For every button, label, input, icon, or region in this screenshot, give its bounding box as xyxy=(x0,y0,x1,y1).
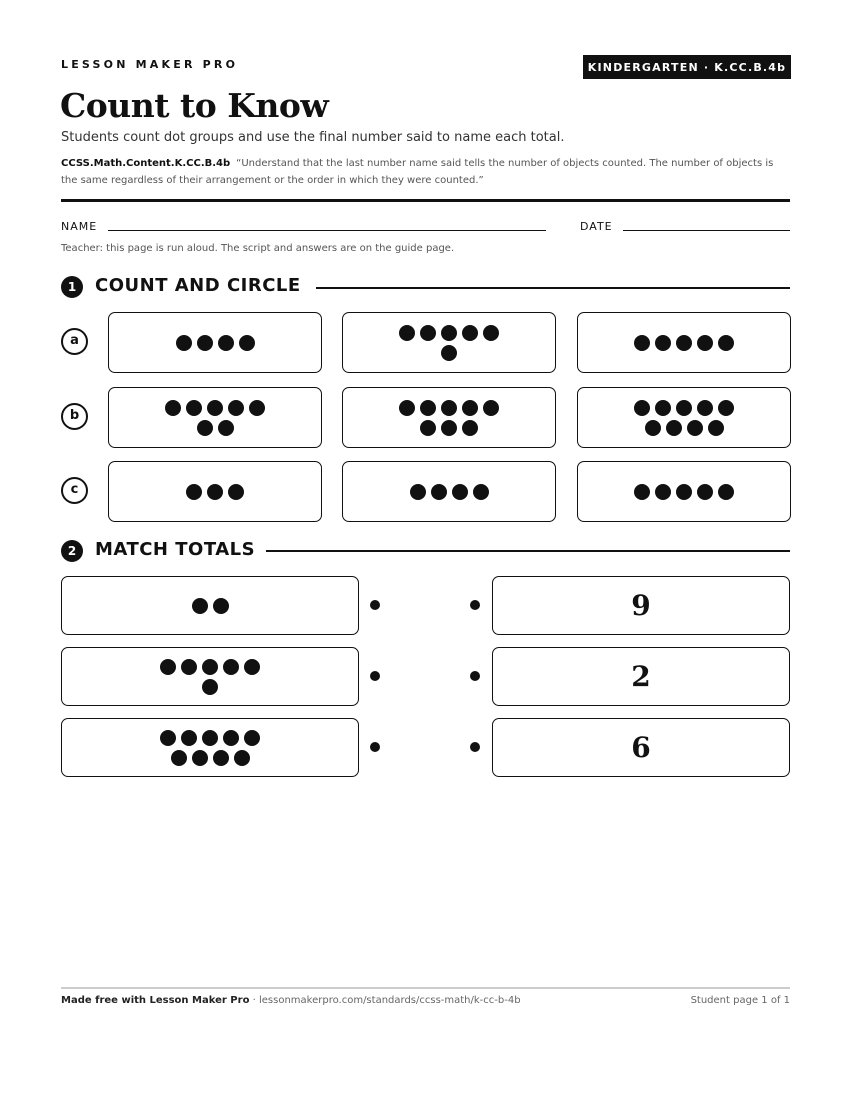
count-dot xyxy=(718,400,734,416)
count-dot xyxy=(213,750,229,766)
dot-group-box[interactable] xyxy=(108,461,322,522)
count-dot xyxy=(697,484,713,500)
dot-row xyxy=(441,345,457,361)
count-dot xyxy=(239,335,255,351)
grade-standard-badge: KINDERGARTEN · K.CC.B.4b xyxy=(583,55,791,79)
standard-description xyxy=(61,155,791,189)
section-2-rule xyxy=(266,550,790,552)
count-dot xyxy=(687,420,703,436)
count-dot xyxy=(223,659,239,675)
dot-group-box[interactable] xyxy=(108,312,322,373)
count-dot xyxy=(462,400,478,416)
section-1-rule xyxy=(316,287,790,289)
count-dot xyxy=(473,484,489,500)
count-dot xyxy=(697,335,713,351)
section-1-number: 1 xyxy=(61,276,83,298)
count-dot xyxy=(420,325,436,341)
dot-row xyxy=(165,400,265,416)
dot-group-box[interactable] xyxy=(577,312,791,373)
count-dot xyxy=(676,400,692,416)
page-title: Count to Know xyxy=(60,86,329,125)
section-1-title: COUNT AND CIRCLE xyxy=(95,275,301,296)
match-number-box: 2 xyxy=(492,647,790,706)
count-dot xyxy=(483,325,499,341)
count-dot xyxy=(181,730,197,746)
dot-row xyxy=(197,420,234,436)
footer-made-with: Made free with Lesson Maker Pro xyxy=(61,995,250,1006)
count-dot xyxy=(655,400,671,416)
count-dot xyxy=(218,420,234,436)
count-dot xyxy=(420,420,436,436)
header-divider xyxy=(61,199,790,202)
dot-row xyxy=(645,420,724,436)
dot-row xyxy=(634,484,734,500)
count-dot xyxy=(655,484,671,500)
row-letter-b: b xyxy=(61,403,88,430)
count-dot xyxy=(228,484,244,500)
count-dot xyxy=(160,659,176,675)
count-dot xyxy=(634,335,650,351)
match-number-box: 6 xyxy=(492,718,790,777)
count-dot xyxy=(160,730,176,746)
count-dot xyxy=(202,659,218,675)
brand-name: LESSON MAKER PRO xyxy=(61,58,239,71)
dot-row xyxy=(176,335,255,351)
dot-row xyxy=(171,750,250,766)
dot-row xyxy=(202,679,218,695)
teacher-note: Teacher: this page is run aloud. The script and answers are on the guide page. xyxy=(61,243,455,254)
count-dot xyxy=(213,598,229,614)
count-dot xyxy=(171,750,187,766)
row-letter-c: c xyxy=(61,477,88,504)
count-dot xyxy=(655,335,671,351)
count-dot xyxy=(431,484,447,500)
count-dot xyxy=(197,420,213,436)
match-anchor-right[interactable] xyxy=(470,671,480,681)
count-dot xyxy=(410,484,426,500)
dot-row xyxy=(410,484,489,500)
section-2-number: 2 xyxy=(61,540,83,562)
count-dot xyxy=(186,400,202,416)
count-dot xyxy=(462,325,478,341)
standard-code: CCSS.Math.Content.K.CC.B.4b xyxy=(61,158,231,169)
dot-group-box[interactable] xyxy=(342,387,556,448)
dot-row xyxy=(160,730,260,746)
count-dot xyxy=(462,420,478,436)
page-subtitle: Students count dot groups and use the final number said to name each total. xyxy=(61,130,565,145)
match-anchor-right[interactable] xyxy=(470,600,480,610)
match-dot-group xyxy=(61,576,359,635)
count-dot xyxy=(165,400,181,416)
dot-group-box[interactable] xyxy=(577,387,791,448)
row-letter-a: a xyxy=(61,328,88,355)
match-number-box: 9 xyxy=(492,576,790,635)
name-field[interactable] xyxy=(108,230,546,231)
dot-group-box[interactable] xyxy=(342,461,556,522)
name-label: NAME xyxy=(61,220,98,233)
count-dot xyxy=(176,335,192,351)
footer-page-number: Student page 1 of 1 xyxy=(690,995,790,1006)
count-dot xyxy=(676,484,692,500)
footer-credit xyxy=(61,995,521,1006)
match-anchor-left[interactable] xyxy=(370,600,380,610)
count-dot xyxy=(244,730,260,746)
dot-row xyxy=(186,484,244,500)
count-dot xyxy=(234,750,250,766)
dot-group-box[interactable] xyxy=(577,461,791,522)
match-dot-group xyxy=(61,718,359,777)
count-dot xyxy=(202,679,218,695)
count-dot xyxy=(202,730,218,746)
match-anchor-left[interactable] xyxy=(370,671,380,681)
count-dot xyxy=(676,335,692,351)
count-dot xyxy=(441,420,457,436)
count-dot xyxy=(441,400,457,416)
dot-row xyxy=(160,659,260,675)
match-dot-group xyxy=(61,647,359,706)
count-dot xyxy=(197,335,213,351)
date-label: DATE xyxy=(580,220,613,233)
count-dot xyxy=(634,400,650,416)
count-dot xyxy=(452,484,468,500)
dot-row xyxy=(634,400,734,416)
match-anchor-right[interactable] xyxy=(470,742,480,752)
count-dot xyxy=(244,659,260,675)
count-dot xyxy=(207,400,223,416)
count-dot xyxy=(708,420,724,436)
standard-quote: “Understand that the last number name said tells the number of objects counted. The number of objects is the same regardless of their arrangement or the order in which they were counted.” xyxy=(61,158,774,186)
count-dot xyxy=(441,345,457,361)
count-dot xyxy=(218,335,234,351)
footer-url: · lessonmakerpro.com/standards/ccss-math/k-cc-b-4b xyxy=(249,995,521,1006)
footer-divider xyxy=(61,987,790,989)
count-dot xyxy=(186,484,202,500)
count-dot xyxy=(634,484,650,500)
count-dot xyxy=(399,325,415,341)
count-dot xyxy=(181,659,197,675)
match-anchor-left[interactable] xyxy=(370,742,380,752)
count-dot xyxy=(192,598,208,614)
count-dot xyxy=(249,400,265,416)
count-dot xyxy=(645,420,661,436)
dot-group-box[interactable] xyxy=(108,387,322,448)
count-dot xyxy=(666,420,682,436)
count-dot xyxy=(441,325,457,341)
date-field[interactable] xyxy=(623,230,790,231)
count-dot xyxy=(718,335,734,351)
count-dot xyxy=(483,400,499,416)
section-2-title: MATCH TOTALS xyxy=(95,539,256,560)
count-dot xyxy=(399,400,415,416)
dot-row xyxy=(192,598,229,614)
count-dot xyxy=(207,484,223,500)
count-dot xyxy=(718,484,734,500)
count-dot xyxy=(192,750,208,766)
dot-row xyxy=(420,420,478,436)
dot-row xyxy=(399,400,499,416)
count-dot xyxy=(420,400,436,416)
count-dot xyxy=(228,400,244,416)
dot-row xyxy=(634,335,734,351)
count-dot xyxy=(223,730,239,746)
dot-row xyxy=(399,325,499,341)
dot-group-box[interactable] xyxy=(342,312,556,373)
count-dot xyxy=(697,400,713,416)
